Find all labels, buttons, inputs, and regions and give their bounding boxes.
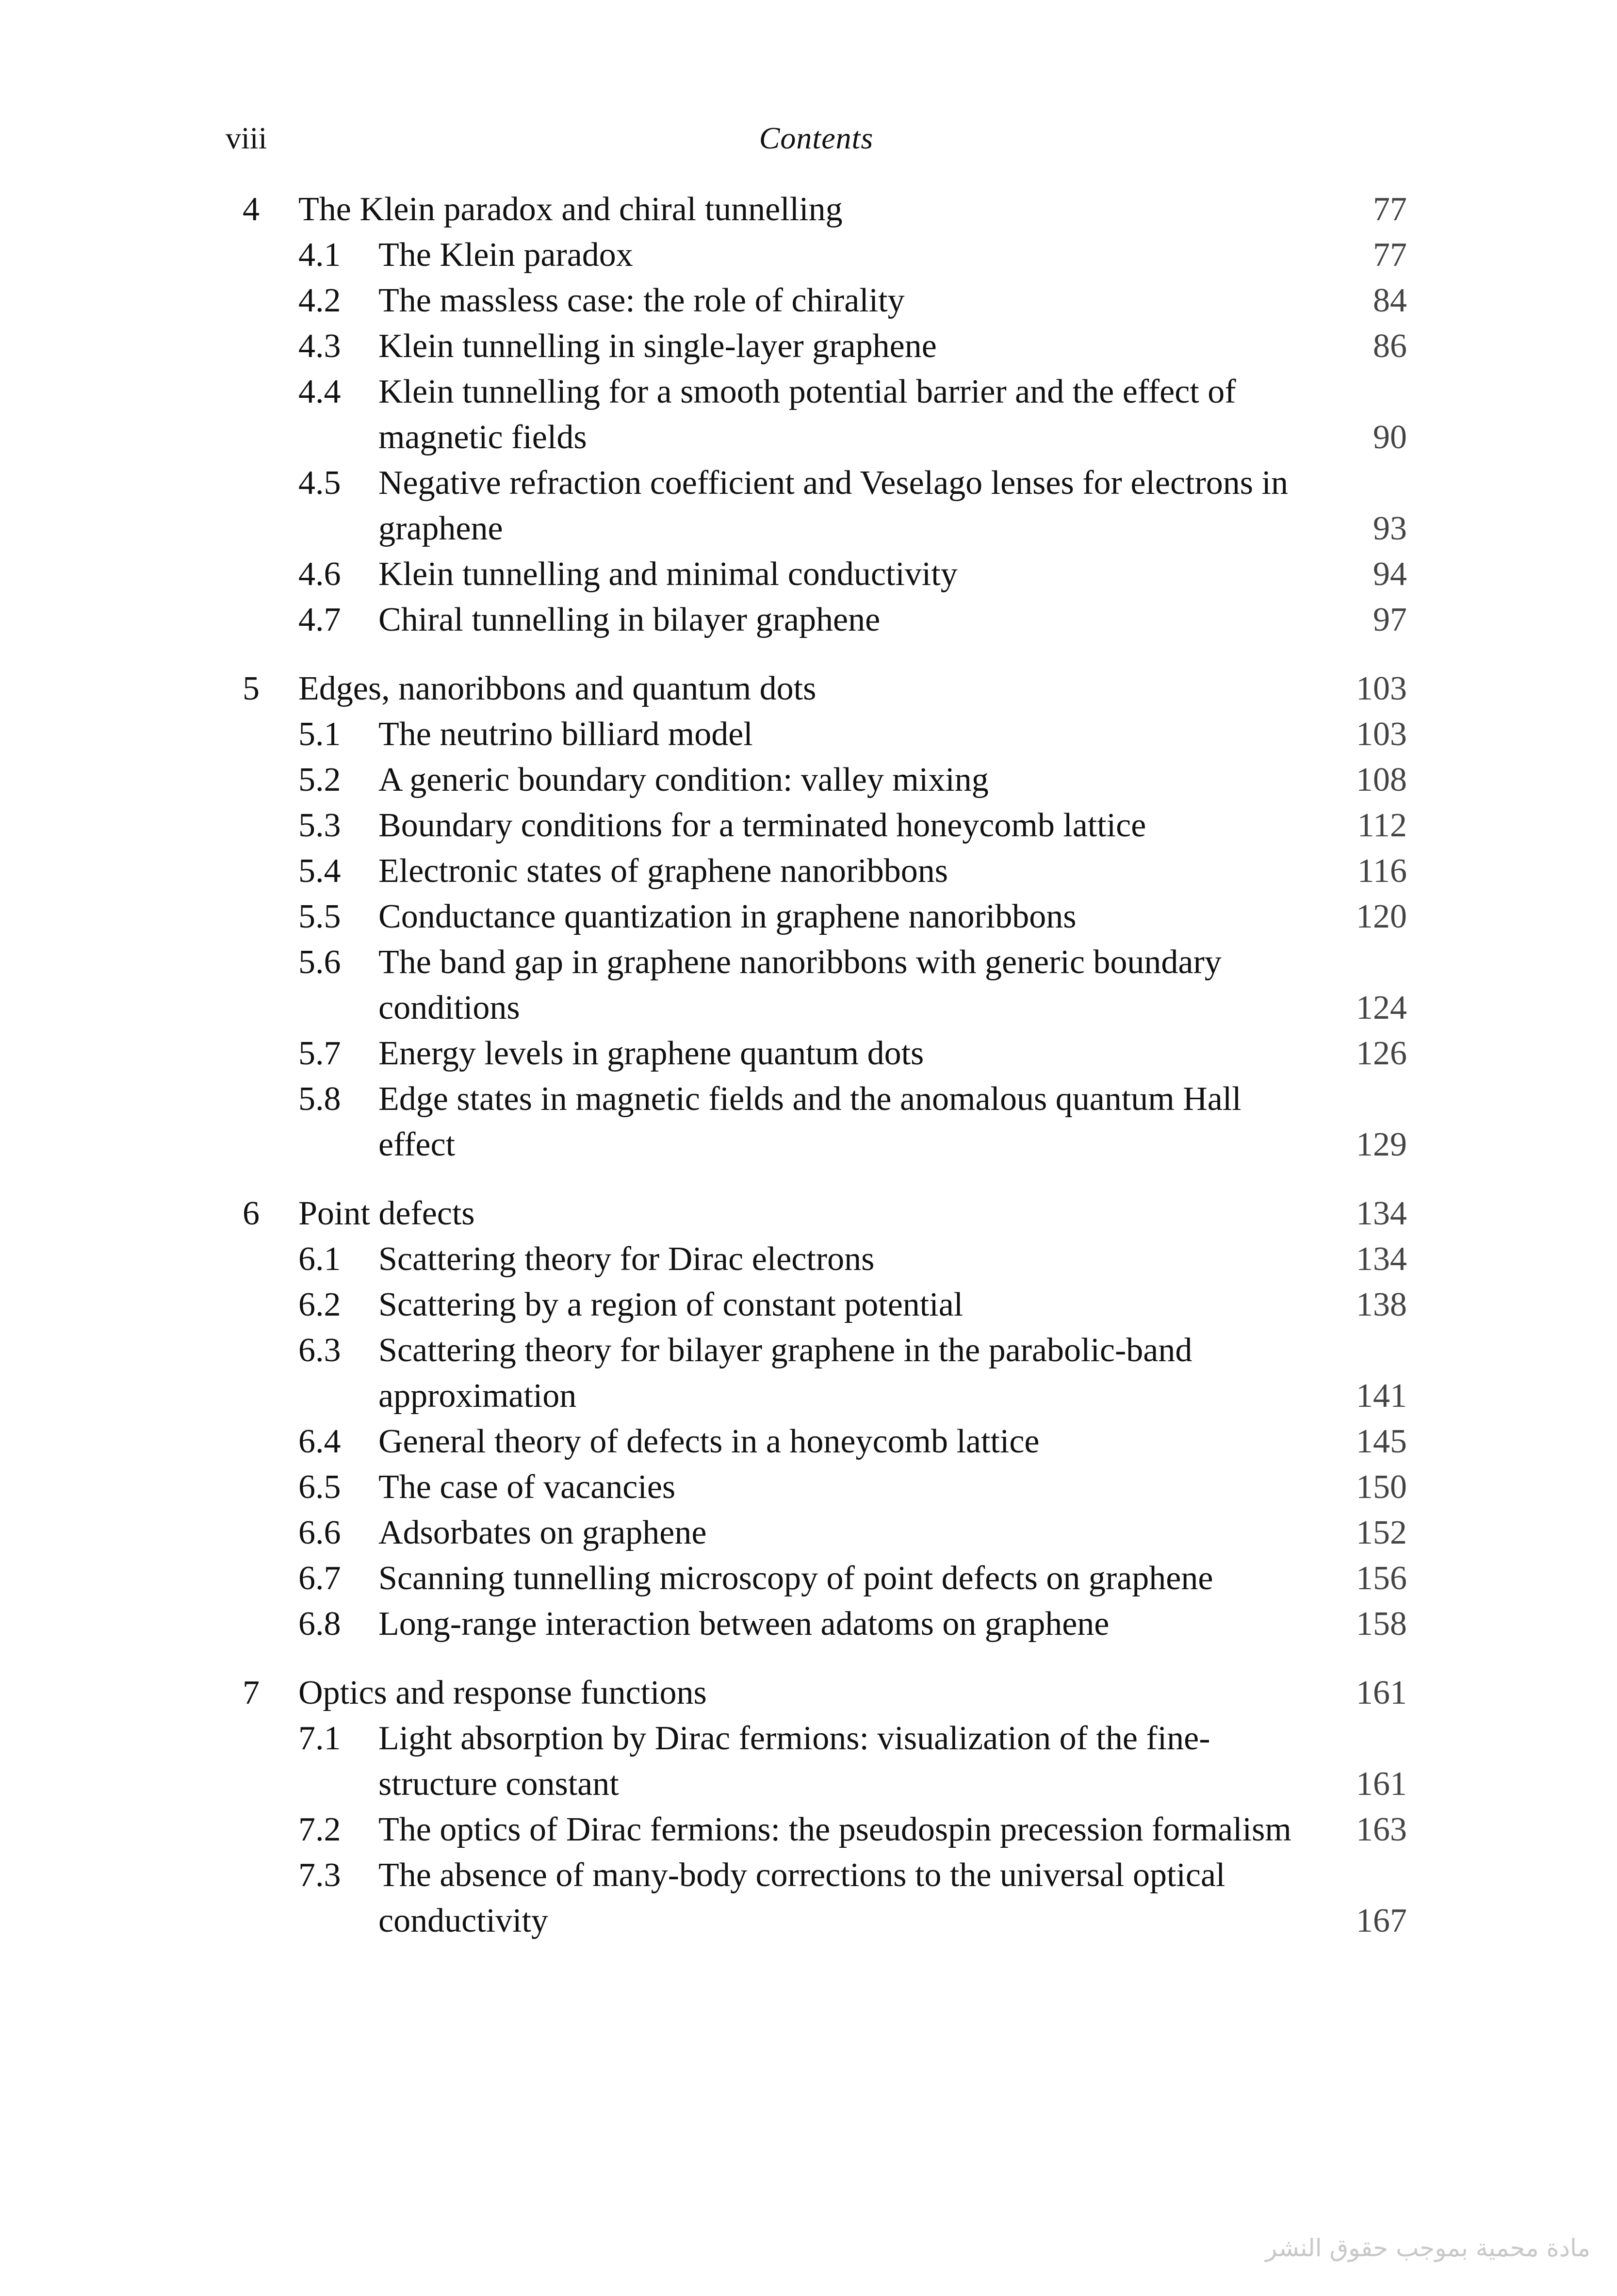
toc-section-entry <box>226 1237 1407 1282</box>
section-number: 4.1 <box>298 236 341 274</box>
toc-section-entry <box>226 1328 1407 1419</box>
section-page-number: 77 <box>1373 236 1407 274</box>
toc-section-entry <box>226 232 1407 278</box>
running-head-title: Contents <box>759 121 874 155</box>
toc-chapter <box>226 666 1407 1168</box>
toc-section-entry <box>226 1807 1407 1853</box>
toc-section-entry <box>226 1419 1407 1465</box>
chapter-title: The Klein paradox and chiral tunnelling <box>298 191 843 228</box>
toc-section-entry <box>226 1465 1407 1510</box>
toc-chapter <box>226 1191 1407 1647</box>
section-page-number: 124 <box>1356 989 1407 1026</box>
copyright-watermark: مادة محمية بموجب حقوق النشر <box>1265 2234 1590 2262</box>
toc-section-entry <box>226 369 1407 460</box>
section-number: 4.4 <box>298 373 341 410</box>
section-number: 6.1 <box>298 1240 341 1278</box>
section-title: Edge states in magnetic fields and the anomalous quantum Hall effect <box>378 1080 1241 1163</box>
section-number: 4.3 <box>298 327 341 365</box>
section-title: Long-range interaction between adatoms on graphene <box>378 1605 1110 1643</box>
toc-chapter-entry <box>226 666 1407 712</box>
section-title: Chiral tunnelling in bilayer graphene <box>378 601 881 638</box>
section-title: General theory of defects in a honeycomb lattice <box>378 1423 1040 1460</box>
section-number: 7.1 <box>298 1720 341 1757</box>
section-title: A generic boundary condition: valley mixing <box>378 761 989 798</box>
section-page-number: 150 <box>1356 1468 1407 1506</box>
chapter-number: 6 <box>243 1195 260 1232</box>
section-title: Energy levels in graphene quantum dots <box>378 1035 924 1072</box>
toc-section-entry <box>226 1282 1407 1328</box>
toc-section-entry <box>226 1076 1407 1168</box>
toc-section-entry <box>226 597 1407 643</box>
section-number: 5.5 <box>298 898 341 935</box>
section-page-number: 116 <box>1357 852 1407 890</box>
section-page-number: 112 <box>1357 807 1407 844</box>
toc-chapter-entry <box>226 1670 1407 1716</box>
section-number: 4.2 <box>298 282 341 319</box>
section-title: Adsorbates on graphene <box>378 1514 707 1551</box>
section-title: Scattering by a region of constant potential <box>378 1286 964 1323</box>
chapter-title: Edges, nanoribbons and quantum dots <box>298 670 817 707</box>
section-title: Scattering theory for bilayer graphene in the parabolic-band approximation <box>378 1332 1192 1415</box>
toc-section-entry <box>226 803 1407 848</box>
toc-section-entry <box>226 278 1407 324</box>
section-number: 7.3 <box>298 1856 341 1894</box>
section-number: 4.6 <box>298 555 341 593</box>
section-title: The optics of Dirac fermions: the pseudospin precession formalism <box>378 1811 1291 1848</box>
chapter-page-number: 134 <box>1356 1195 1407 1232</box>
toc-chapter <box>226 1670 1407 1944</box>
toc-section-entry <box>226 712 1407 757</box>
section-number: 6.8 <box>298 1605 341 1643</box>
section-number: 5.7 <box>298 1035 341 1072</box>
section-number: 6.7 <box>298 1560 341 1597</box>
section-title: Negative refraction coefficient and Veselago lenses for electrons in graphene <box>378 464 1288 547</box>
section-title: Conductance quantization in graphene nanoribbons <box>378 898 1077 935</box>
section-page-number: 97 <box>1373 601 1407 638</box>
toc-section-entry <box>226 894 1407 940</box>
section-title: The absence of many-body corrections to the universal optical conductivity <box>378 1856 1225 1939</box>
toc-section-entry <box>226 1510 1407 1556</box>
section-page-number: 156 <box>1356 1560 1407 1597</box>
section-title: Klein tunnelling in single-layer graphene <box>378 327 937 365</box>
section-page-number: 145 <box>1356 1423 1407 1460</box>
toc-section-entry <box>226 757 1407 803</box>
section-number: 5.2 <box>298 761 341 798</box>
section-title: Boundary conditions for a terminated honeycomb lattice <box>378 807 1146 844</box>
section-number: 5.3 <box>298 807 341 844</box>
section-page-number: 129 <box>1356 1126 1407 1163</box>
section-title: Electronic states of graphene nanoribbons <box>378 852 948 890</box>
section-page-number: 84 <box>1373 282 1407 319</box>
section-page-number: 138 <box>1356 1286 1407 1323</box>
running-head <box>226 116 1407 160</box>
chapter-number: 4 <box>243 191 260 228</box>
section-page-number: 108 <box>1356 761 1407 798</box>
section-title: The massless case: the role of chirality <box>378 282 905 319</box>
section-title: Light absorption by Dirac fermions: visualization of the fine-structure constant <box>378 1720 1210 1803</box>
toc-chapter <box>226 187 1407 643</box>
section-page-number: 103 <box>1356 716 1407 753</box>
section-title: Scattering theory for Dirac electrons <box>378 1240 875 1278</box>
section-title: The neutrino billiard model <box>378 716 753 753</box>
section-page-number: 86 <box>1373 327 1407 365</box>
section-title: The Klein paradox <box>378 236 633 274</box>
toc-chapter-entry <box>226 187 1407 232</box>
section-page-number: 134 <box>1356 1240 1407 1278</box>
page-folio: viii <box>226 121 267 155</box>
section-page-number: 158 <box>1356 1605 1407 1643</box>
toc-section-entry <box>226 1716 1407 1807</box>
section-number: 7.2 <box>298 1811 341 1848</box>
section-number: 5.4 <box>298 852 341 890</box>
toc-section-entry <box>226 940 1407 1031</box>
toc-section-entry <box>226 1556 1407 1601</box>
section-page-number: 90 <box>1373 419 1407 456</box>
section-page-number: 167 <box>1356 1902 1407 1939</box>
chapter-page-number: 103 <box>1356 670 1407 707</box>
section-number: 5.8 <box>298 1080 341 1118</box>
section-page-number: 94 <box>1373 555 1407 593</box>
section-number: 4.5 <box>298 464 341 502</box>
section-number: 5.6 <box>298 944 341 981</box>
section-page-number: 93 <box>1373 510 1407 547</box>
chapter-number: 7 <box>243 1674 260 1711</box>
section-page-number: 141 <box>1356 1377 1407 1415</box>
chapter-title: Optics and response functions <box>298 1674 707 1711</box>
section-title: The case of vacancies <box>378 1468 676 1506</box>
toc-section-entry <box>226 848 1407 894</box>
toc-section-entry <box>226 1853 1407 1944</box>
section-title: Klein tunnelling and minimal conductivity <box>378 555 958 593</box>
section-title: The band gap in graphene nanoribbons with generic boundary conditions <box>378 944 1222 1026</box>
section-page-number: 161 <box>1356 1765 1407 1803</box>
chapter-number: 5 <box>243 670 260 707</box>
section-page-number: 163 <box>1356 1811 1407 1848</box>
toc-section-entry <box>226 1601 1407 1647</box>
toc-section-entry <box>226 324 1407 369</box>
chapter-page-number: 77 <box>1373 191 1407 228</box>
section-number: 5.1 <box>298 716 341 753</box>
toc-chapter-entry <box>226 1191 1407 1237</box>
section-title: Scanning tunnelling microscopy of point defects on graphene <box>378 1560 1213 1597</box>
section-page-number: 152 <box>1356 1514 1407 1551</box>
chapter-title: Point defects <box>298 1195 475 1232</box>
section-title: Klein tunnelling for a smooth potential barrier and the effect of magnetic fields <box>378 373 1236 456</box>
section-number: 6.6 <box>298 1514 341 1551</box>
section-page-number: 126 <box>1356 1035 1407 1072</box>
section-page-number: 120 <box>1356 898 1407 935</box>
section-number: 6.2 <box>298 1286 341 1323</box>
section-number: 6.3 <box>298 1332 341 1369</box>
section-number: 4.7 <box>298 601 341 638</box>
toc-section-entry <box>226 1031 1407 1076</box>
section-number: 6.5 <box>298 1468 341 1506</box>
section-number: 6.4 <box>298 1423 341 1460</box>
toc-section-entry <box>226 460 1407 552</box>
chapter-page-number: 161 <box>1356 1674 1407 1711</box>
table-of-contents <box>226 187 1407 1967</box>
toc-section-entry <box>226 552 1407 597</box>
